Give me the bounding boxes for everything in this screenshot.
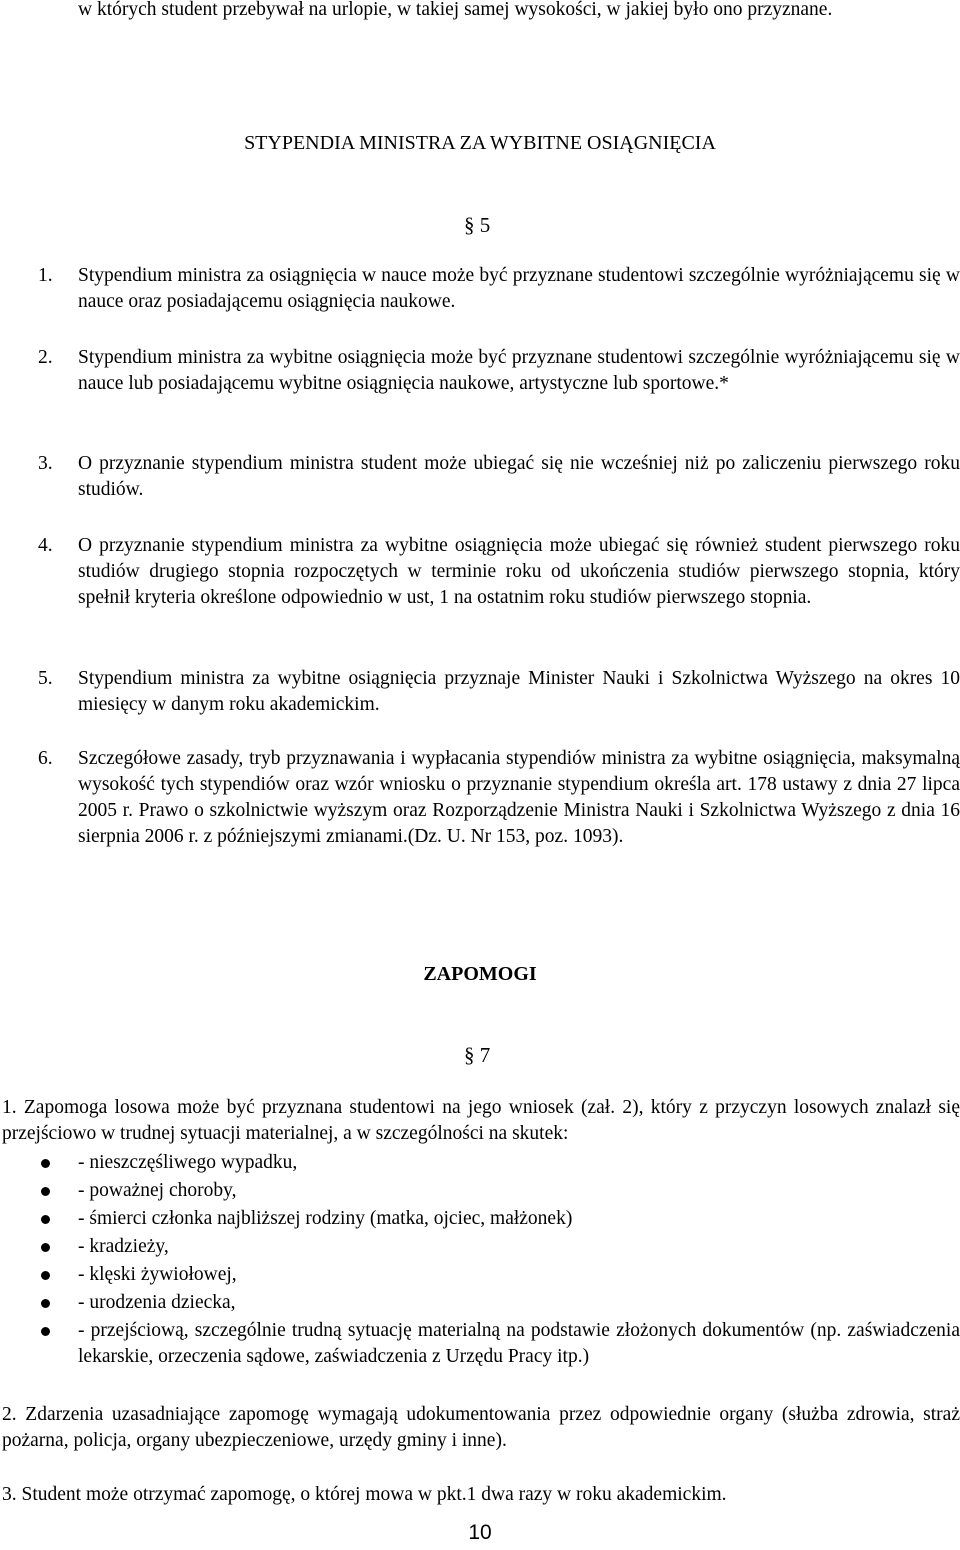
- zapomoga-item-3: 3. Student może otrzymać zapomogę, o której mowa w pkt.1 dwa razy w roku akademickim.: [2, 1484, 727, 1505]
- bullet-dot: [41, 1271, 50, 1280]
- item-text: Stypendium ministra za wybitne osiągnięcia przyznaje Minister Nauki i Szkolnictwa Wyższego na okres 10 miesięcy w danym roku akademickim.: [78, 668, 960, 715]
- continuation-text: w których student przebywał na urlopie, w takiej samej wysokości, w jakiej było ono przyznane.: [78, 0, 833, 20]
- zapomoga-item-1: 1. Zapomoga losowa może być przyznana studentowi na jego wniosek (zał. 2), który z przyczyn losowych znalazł się przejściowo w trudnej sytuacji materialnej, a w szczególności na skutek:: [2, 1097, 960, 1144]
- paragraph-sign-5: § 5: [464, 213, 491, 237]
- bullet-dot: [41, 1243, 50, 1252]
- bullet-item: - urodzenia dziecka,: [78, 1292, 236, 1313]
- item-text: Szczegółowe zasady, tryb przyznawania i wypłacania stypendiów ministra za wybitne osiągnięcia, maksymalną wysokość tych stypendiów oraz wzór wniosku o przyznanie stypendium określa art. 178 ustawy z dnia 27 lipca 2005 r. Prawo o szkolnictwie wyższym oraz Rozporządzenie Ministra Nauki i Szkolnictwa Wyższego z dnia 16 sierpnia 2006 r. z późniejszymi zmianami.(Dz. U. Nr 153, poz. 1093).: [78, 748, 960, 847]
- bullet-item: - śmierci członka najbliższej rodziny (matka, ojciec, małżonek): [78, 1208, 573, 1229]
- item-number: 4.: [38, 535, 53, 556]
- bullet-dot: [41, 1215, 50, 1224]
- item-number: 2.: [38, 347, 53, 368]
- bullet-dot: [41, 1327, 50, 1336]
- item-number: 6.: [38, 748, 53, 769]
- bullet-item: - nieszczęśliwego wypadku,: [78, 1152, 298, 1173]
- bullet-dot: [41, 1159, 50, 1168]
- bullet-item: - kradzieży,: [78, 1236, 169, 1257]
- zapomoga-item-2: 2. Zdarzenia uzasadniające zapomogę wymagają udokumentowania przez odpowiednie organy (służba zdrowia, straż pożarna, policja, organy ubezpieczeniowe, urzędy gminy i inne).: [2, 1404, 960, 1451]
- paragraph-sign-7: § 7: [464, 1043, 491, 1067]
- section-title-stypendia: STYPENDIA MINISTRA ZA WYBITNE OSIĄGNIĘCIA: [244, 132, 716, 154]
- item-text: O przyznanie stypendium ministra student może ubiegać się nie wcześniej niż po zaliczeniu pierwszego roku studiów.: [78, 453, 960, 500]
- section-title-zapomogi: ZAPOMOGI: [423, 963, 537, 985]
- bullet-dot: [41, 1299, 50, 1308]
- bullet-item: - klęski żywiołowej,: [78, 1264, 237, 1285]
- item-text: O przyznanie stypendium ministra za wybitne osiągnięcia może ubiegać się również student pierwszego roku studiów drugiego stopnia rozpoczętych w terminie roku od ukończenia studiów pierwszego stopnia, który spełnił kryteria określone odpowiednio w ust, 1 na ostatnim roku studiów pierwszego stopnia.: [78, 535, 960, 608]
- bullet-item: - przejściową, szczególnie trudną sytuację materialną na podstawie złożonych dokumentów (np. zaświadczenia lekarskie, orzeczenia sądowe, zaświadczenia z Urzędu Pracy itp.): [78, 1320, 960, 1367]
- bullet-dot: [41, 1187, 50, 1196]
- item-number: 3.: [38, 453, 53, 474]
- item-number: 5.: [38, 668, 53, 689]
- bullet-item: - poważnej choroby,: [78, 1180, 237, 1201]
- item-text: Stypendium ministra za wybitne osiągnięcia może być przyznane studentowi szczególnie wyróżniającemu się w nauce lub posiadającemu wybitne osiągnięcia naukowe, artystyczne lub sportowe.*: [78, 347, 960, 394]
- item-number: 1.: [38, 265, 53, 286]
- page-number: 10: [468, 1521, 492, 1544]
- item-text: Stypendium ministra za osiągnięcia w nauce może być przyznane studentowi szczególnie wyróżniającemu się w nauce oraz posiadającemu osiągnięcia naukowe.: [78, 265, 960, 312]
